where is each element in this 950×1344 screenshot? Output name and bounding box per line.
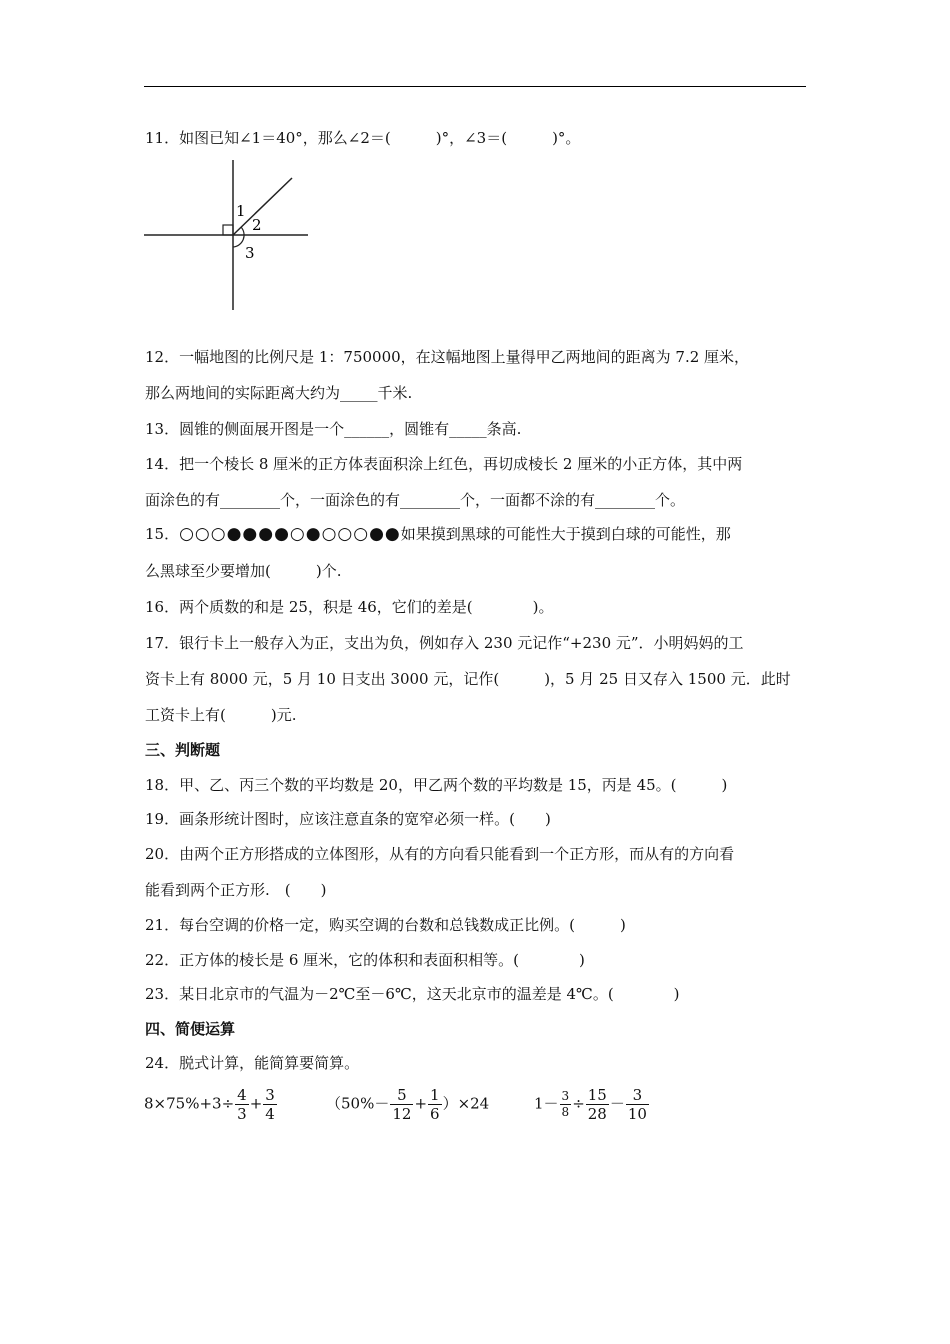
question-15-line2: 么黑球至少要增加( )个. — [145, 562, 342, 580]
question-15-number: 15． — [145, 525, 180, 543]
right-angle-mark — [223, 225, 233, 235]
section-3-heading: 三、判断题 — [145, 741, 221, 759]
fraction-3-10: $\frac{3}{10}$ — [627, 1086, 647, 1123]
ball-sequence: ○○○●●●●○●○○○●● — [179, 524, 401, 544]
question-20-line2: 能看到两个正方形. ( ) — [145, 881, 327, 899]
fraction-15-28: $\frac{15}{28}$ — [587, 1086, 607, 1123]
question-15-line1 — [145, 524, 731, 544]
question-19: 19．画条形统计图时，应该注意直条的宽窄必须一样。( ) — [145, 810, 551, 828]
fraction-3-8: $\frac{3}{8}$ — [561, 1089, 570, 1119]
expression-1 — [144, 1086, 278, 1123]
question-15-text: 如果摸到黑球的可能性大于摸到白球的可能性，那 — [400, 525, 731, 543]
question-12-line2: 那么两地间的实际距离大约为_____千米. — [145, 384, 413, 402]
question-24: 24．脱式计算，能简算要简算。 — [145, 1054, 360, 1072]
expr3-divide: ÷ — [572, 1094, 585, 1113]
question-17-line2: 资卡上有 8000 元，5 月 10 日支出 3000 元，记作( )，5 月 25 日又存入 1500 元．此时 — [145, 670, 791, 688]
expression-3 — [534, 1086, 650, 1123]
expr1-plus: + — [249, 1094, 263, 1113]
expr3-prefix: 1－ — [534, 1094, 559, 1113]
question-23: 23．某日北京市的气温为－2℃至－6℃，这天北京市的温差是 4℃。( ) — [145, 985, 680, 1003]
fraction-5-12: $\frac{5}{12}$ — [392, 1086, 412, 1123]
angle-figure — [140, 158, 320, 318]
question-16: 16．两个质数的和是 25，积是 46，它们的差是( )。 — [145, 598, 554, 616]
expr2-plus: + — [414, 1094, 428, 1113]
question-21: 21．每台空调的价格一定，购买空调的台数和总钱数成正比例。( ) — [145, 916, 626, 934]
question-14-line2: 面涂色的有________个，一面涂色的有________个，一面都不涂的有________个。 — [145, 491, 686, 509]
expr3-minus: － — [609, 1094, 625, 1113]
angle-label-2: 2 — [252, 216, 262, 234]
fraction-4-3: $\frac{4}{3}$ — [237, 1086, 247, 1123]
question-13: 13．圆锥的侧面展开图是一个______，圆锥有_____条高. — [145, 420, 522, 438]
question-14-line1: 14．把一个棱长 8 厘米的正方体表面积涂上红色，再切成棱长 2 厘米的小正方体，其中两 — [145, 455, 743, 473]
question-11: 11．如图已知∠1＝40°，那么∠2＝( )°，∠3＝( )°。 — [145, 129, 581, 147]
question-17-line3: 工资卡上有( )元. — [145, 706, 297, 724]
question-17-line1: 17．银行卡上一般存入为正，支出为负，例如存入 230 元记作“+230 元”．小明妈妈的工 — [145, 634, 744, 652]
header-rule — [144, 86, 806, 87]
fraction-3-4: $\frac{3}{4}$ — [265, 1086, 275, 1123]
expression-2 — [326, 1086, 489, 1123]
section-4-heading: 四、简便运算 — [145, 1020, 236, 1038]
question-18: 18．甲、乙、丙三个数的平均数是 20，甲乙两个数的平均数是 15，丙是 45。( ) — [145, 776, 728, 794]
expr2-suffix: ）×24 — [442, 1094, 490, 1113]
expr2-prefix: （50%－ — [326, 1094, 390, 1113]
fraction-1-6: $\frac{1}{6}$ — [430, 1086, 440, 1123]
question-20-line1: 20．由两个正方形搭成的立体图形，从有的方向看只能看到一个正方形，而从有的方向看 — [145, 845, 735, 863]
angle-label-1: 1 — [236, 202, 246, 220]
angle-label-3: 3 — [245, 244, 255, 262]
question-22: 22．正方体的棱长是 6 厘米，它的体积和表面积相等。( ) — [145, 951, 585, 969]
question-12-line1: 12．一幅地图的比例尺是 1：750000，在这幅地图上量得甲乙两地间的距离为 7.2 厘米， — [145, 348, 750, 366]
expr1-prefix: 8×75%+3÷ — [144, 1094, 235, 1113]
